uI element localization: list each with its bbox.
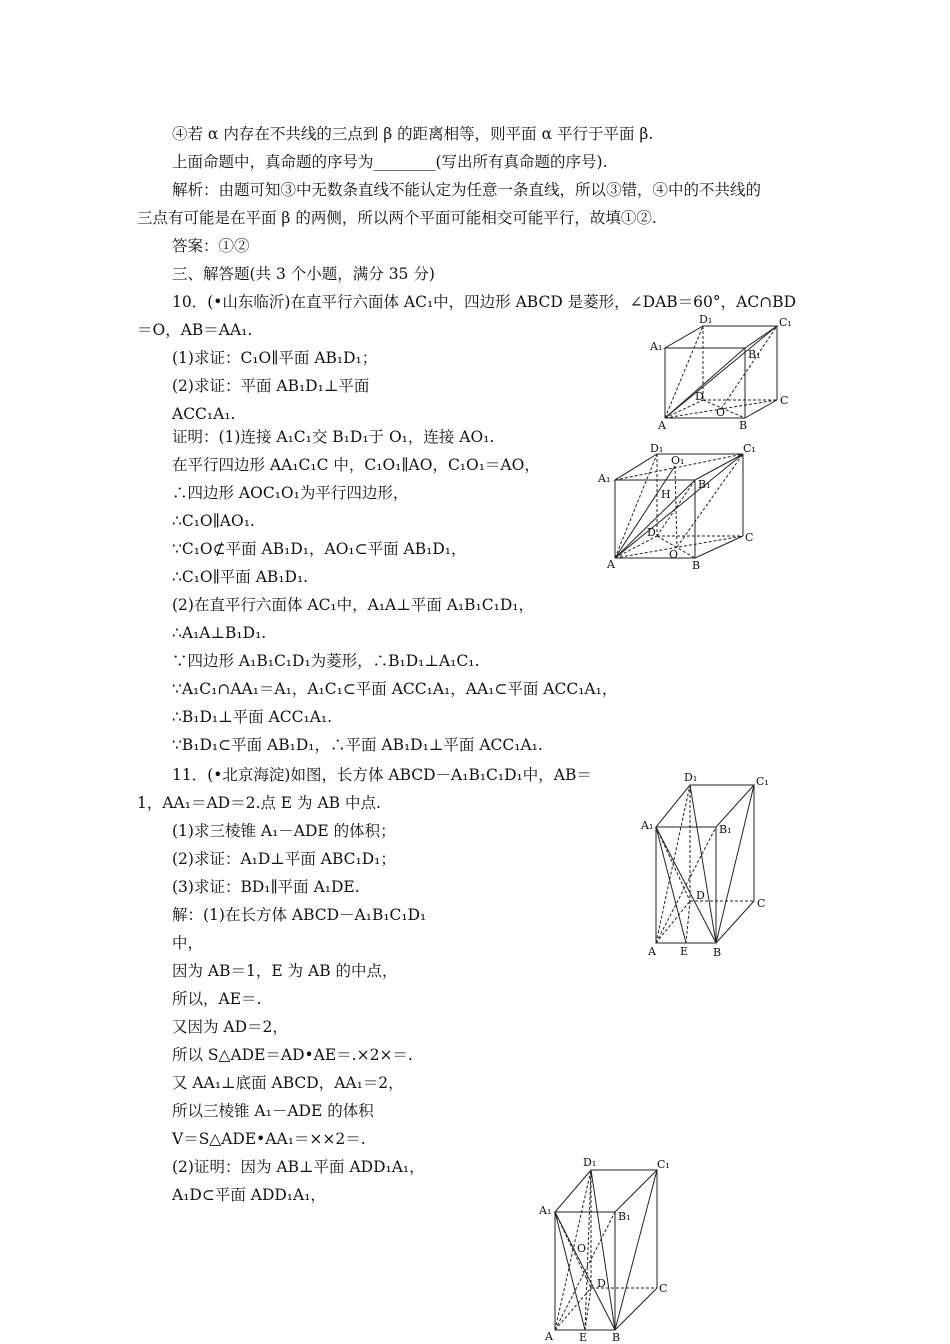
fig-label: B₁ [698, 478, 711, 491]
text-line: ＝O，AB＝AA₁. [137, 321, 253, 339]
fig-label: A [607, 558, 615, 571]
fig-label: D [647, 526, 656, 539]
text-line: ∵B₁D₁⊂平面 AB₁D₁，∴平面 AB₁D₁⊥平面 ACC₁A₁. [172, 736, 543, 754]
fig-label: E [680, 945, 689, 958]
text-line: 答案：①② [172, 237, 250, 255]
text-line: (2)在直平行六面体 AC₁中，A₁A⊥平面 A₁B₁C₁D₁， [172, 596, 534, 614]
section-heading: 三、解答题(共 3 个小题，满分 35 分) [172, 265, 435, 283]
text-line: ∵C₁O⊄平面 AB₁D₁，AO₁⊂平面 AB₁D₁， [172, 540, 467, 558]
text-line: V＝S△ADE•AA₁＝××2＝. [172, 1130, 366, 1148]
fig-label: B₁ [618, 1210, 631, 1223]
text-line: 所以 S△ADE＝AD•AE＝.×2×＝. [172, 1046, 413, 1064]
text-line: ∴C₁O∥AO₁. [172, 512, 255, 530]
text-line: ∴四边形 AOC₁O₁为平行四边形， [172, 484, 409, 502]
fig-label: D [696, 889, 705, 902]
fig-label: O [669, 548, 679, 561]
fig-label: A [545, 1330, 553, 1343]
text-line: 解析：由题可知③中无数条直线不能认定为任意一条直线，所以③错，④中的不共线的 [172, 181, 762, 199]
fig-label: A₁ [650, 340, 663, 353]
figure-cuboid-1 [640, 765, 780, 960]
fig-label: C₁ [657, 1158, 670, 1171]
text-line: 三点有可能是在平面 β 的两侧，所以两个平面可能相交可能平行，故填①②. [137, 209, 657, 227]
text-line: 因为 AB＝1，E 为 AB 的中点， [172, 962, 398, 980]
fig-label: C₁ [743, 442, 756, 455]
fig-label: C [780, 394, 789, 407]
fig-label: C [745, 531, 754, 544]
figure-parallelepiped-1 [645, 312, 795, 432]
text-line: ④若 α 内存在不共线的三点到 β 的距离相等，则平面 α 平行于平面 β. [172, 125, 654, 143]
fig-label: O [716, 406, 726, 419]
problem-10-statement: 10．(•山东临沂)在直平行六面体 AC₁中，四边形 ABCD 是菱形，∠DAB＝60°，AC∩BD [172, 293, 796, 311]
fig-label: D [695, 390, 704, 403]
text-line: (3)求证：BD₁∥平面 A₁DE. [172, 878, 360, 896]
fig-label: D₁ [583, 1156, 597, 1169]
text-line: 又 AA₁⊥底面 ABCD，AA₁＝2， [172, 1074, 404, 1092]
text-line: (2)求证：平面 AB₁D₁⊥平面 [172, 377, 370, 395]
text-line: (1)求三棱锥 A₁－ADE 的体积； [172, 822, 396, 840]
fig-label: D [597, 1277, 606, 1290]
text-line: ∴A₁A⊥B₁D₁. [172, 624, 267, 642]
fig-label: B [713, 946, 722, 959]
fig-label: B₁ [748, 348, 761, 361]
fig-label: C [757, 897, 766, 910]
text-line: 上面命题中，真命题的序号为________(写出所有真命题的序号). [172, 153, 608, 171]
text-line: 所以，AE＝. [172, 990, 262, 1008]
fig-label: A [648, 945, 656, 958]
text-line: 1，AA₁＝AD＝2.点 E 为 AB 中点. [137, 794, 381, 812]
text-line: 证明：(1)连接 A₁C₁交 B₁D₁于 O₁，连接 AO₁. [172, 428, 495, 446]
text-line: ∴C₁O∥平面 AB₁D₁. [172, 568, 309, 586]
fig-label: D₁ [699, 313, 713, 326]
fig-label: O [577, 1242, 587, 1255]
text-line: 中， [172, 934, 204, 952]
fig-label: D₁ [684, 771, 698, 784]
figure-parallelepiped-2 [595, 440, 765, 575]
text-line: (1)求证：C₁O∥平面 AB₁D₁； [172, 349, 378, 367]
fig-label: H [661, 488, 671, 501]
fig-label: A₁ [641, 819, 654, 832]
text-line: (2)求证：A₁D⊥平面 ABC₁D₁； [172, 850, 396, 868]
text-line: ∵四边形 A₁B₁C₁D₁为菱形，∴B₁D₁⊥A₁C₁. [172, 652, 480, 670]
fig-label: A [658, 419, 666, 432]
fig-label: A₁ [539, 1204, 552, 1217]
fig-label: C [659, 1282, 668, 1295]
text-line: 所以三棱锥 A₁－ADE 的体积 [172, 1102, 374, 1120]
fig-label: A₁ [598, 472, 611, 485]
text-line: ∴B₁D₁⊥平面 ACC₁A₁. [172, 708, 333, 726]
text-line: 又因为 AD＝2， [172, 1018, 288, 1036]
fig-label: C₁ [756, 775, 769, 788]
figure-cuboid-2 [535, 1150, 685, 1344]
fig-label: O₁ [671, 454, 685, 467]
text-line: 解：(1)在长方体 ABCD－A₁B₁C₁D₁ [172, 906, 427, 924]
text-line: 在平行四边形 AA₁C₁C 中，C₁O₁∥AO，C₁O₁＝AO， [172, 456, 540, 474]
problem-11-statement: 11．(•北京海淀)如图，长方体 ABCD－A₁B₁C₁D₁中，AB＝ [172, 766, 592, 784]
text-line: ACC₁A₁. [172, 405, 236, 423]
fig-label: D₁ [650, 442, 664, 455]
text-line: (2)证明：因为 AB⊥平面 ADD₁A₁， [172, 1158, 425, 1176]
fig-label: E [579, 1331, 588, 1344]
fig-label: B [692, 559, 701, 572]
text-line: A₁D⊂平面 ADD₁A₁， [172, 1186, 326, 1204]
fig-label: C₁ [779, 316, 792, 329]
fig-label: B₁ [719, 823, 732, 836]
fig-label: B [612, 1331, 621, 1344]
fig-label: B [739, 419, 748, 432]
text-line: ∵A₁C₁∩AA₁＝A₁，A₁C₁⊂平面 ACC₁A₁，AA₁⊂平面 ACC₁A₁， [172, 680, 618, 698]
